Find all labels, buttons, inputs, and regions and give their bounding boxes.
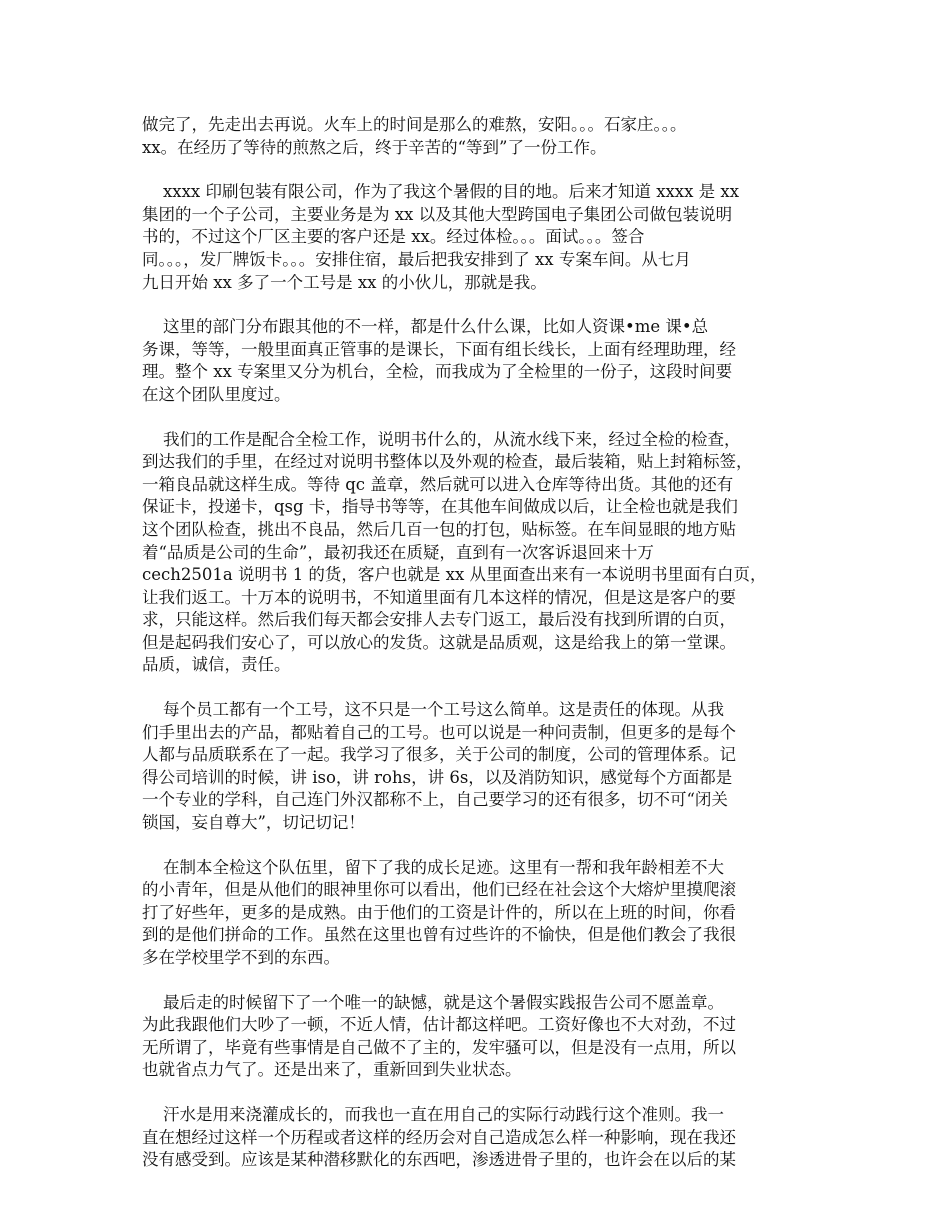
- paragraph: [142, 429, 814, 678]
- text-line: 到的是他们拼命的工作。虽然在这里也曾有过些许的不愉快，但是他们教会了我很: [142, 925, 736, 945]
- text-line: 理。整个 xx 专案里又分为机台，全检，而我成为了全检里的一份子，这段时间要: [142, 362, 733, 382]
- text-line: 得公司培训的时候，讲 iso，讲 rohs，讲 6s，以及消防知识，感觉每个方面都是: [142, 767, 733, 787]
- text-line: xx。在经历了等待的煎熬之后，终于辛苦的“等到”了一份工作。: [142, 137, 607, 157]
- text-line: 着“品质是公司的生命”，最初我还在质疑，直到有一次客诉退回来十万: [142, 542, 654, 562]
- text-line: 一个专业的学科，自己连门外汉都称不上，自己要学习的还有很多，切不可“闭关: [142, 790, 728, 810]
- text-line: 一箱良品就这样生成。等待 qc 盖章，然后就可以进入仓库等待出货。其他的还有: [142, 474, 734, 494]
- text-line: 到达我们的手里，在经过对说明书整体以及外观的检查，最后装箱，贴上封箱标签，: [142, 452, 753, 472]
- text-line: 直在想经过这样一个历程或者这样的经历会对自己造成怎么样一种影响，现在我还: [142, 1127, 736, 1147]
- paragraph: [142, 316, 814, 406]
- text-line: 无所谓了，毕竟有些事情是自己做不了主的，发牢骚可以，但是没有一点用，所以: [142, 1037, 736, 1057]
- text-line: 这个团队检查，挑出不良品，然后几百一包的打包，贴标签。在车间显眼的地方贴: [142, 519, 736, 539]
- text-line: 人都与品质联系在了一起。我学习了很多，关于公司的制度，公司的管理体系。记: [142, 745, 736, 765]
- text-line: 但是起码我们安心了，可以放心的发货。这就是品质观，这是给我上的第一堂课。: [142, 632, 736, 652]
- text-line: 书的，不过这个厂区主要的客户还是 xx。经过体检。。。面试。。。签合: [142, 227, 645, 247]
- paragraph: [142, 1104, 814, 1172]
- text-line: 我们的工作是配合全检工作，说明书什么的，从流水线下来，经过全检的检查，: [142, 429, 741, 449]
- text-line: 打了好些年，更多的是成熟。由于他们的工资是计件的，所以在上班的时间，你看: [142, 902, 736, 922]
- text-line: 务课，等等，一般里面真正管事的是课长，下面有组长线长，上面有经理助理，经: [142, 339, 736, 359]
- text-line: 做完了，先走出去再说。火车上的时间是那么的难熬，安阳。。。石家庄。。。: [142, 115, 687, 134]
- text-line: 保证卡，投递卡，qsg 卡，指导书等等，在其他车间做成以后，让全检也就是我们: [142, 497, 738, 517]
- text-line: 们手里出去的产品，都贴着自己的工号。也可以说是一种问责制，但更多的是每个: [142, 722, 736, 742]
- text-line: 求，只能这样。然后我们每天都会安排人去专门返工，最后没有找到所谓的白页，: [142, 610, 736, 630]
- text-line: 没有感受到。应该是某种潜移默化的东西吧，渗透进骨子里的，也许会在以后的某: [142, 1150, 736, 1170]
- text-line: 在这个团队里度过。: [142, 384, 291, 404]
- text-line: cech2501a 说明书 1 的货，客户也就是 xx 从里面查出来有一本说明书里面有白页，: [142, 565, 767, 585]
- text-line: 在制本全检这个队伍里，留下了我的成长足迹。这里有一帮和我年龄相差不大: [142, 857, 724, 877]
- text-line: 这里的部门分布跟其他的不一样，都是什么什么课，比如人资课•me 课•总: [142, 317, 709, 337]
- text-line: 同。。。，发厂牌饭卡。。。安排住宿，最后把我安排到了 xx 专案车间。从七月: [142, 249, 691, 269]
- text-line: 品质，诚信，责任。: [142, 655, 291, 675]
- paragraph: [142, 857, 814, 970]
- text-line: 让我们返工。十万本的说明书，不知道里面有几本这样的情况，但是这是客户的要: [142, 587, 736, 607]
- text-line: 最后走的时候留下了一个唯一的缺憾，就是这个暑假实践报告公司不愿盖章。: [142, 992, 724, 1012]
- text-line: 也就省点力气了。还是出来了，重新回到失业状态。: [142, 1060, 522, 1080]
- text-line: 每个员工都有一个工号，这不只是一个工号这么简单。这是责任的体现。从我: [142, 700, 724, 720]
- document-body: [142, 114, 814, 1172]
- text-line: 的小青年，但是从他们的眼神里你可以看出，他们已经在社会这个大熔炉里摸爬滚: [142, 880, 736, 900]
- paragraph: [142, 181, 814, 294]
- text-line: 锁国，妄自尊大”，切记切记！: [142, 813, 365, 833]
- text-line: 汗水是用来浇灌成长的，而我也一直在用自己的实际行动践行这个准则。我一: [142, 1104, 724, 1124]
- paragraph: [142, 699, 814, 835]
- text-line: 多在学校里学不到的东西。: [142, 948, 340, 967]
- text-line: 为此我跟他们大吵了一顿，不近人情，估计都这样吧。工资好像也不大对劲，不过: [142, 1015, 736, 1035]
- text-line: xxxx 印刷包装有限公司，作为了我这个暑假的目的地。后来才知道 xxxx 是 xx: [142, 182, 740, 202]
- paragraph: [142, 992, 814, 1082]
- text-line: 九日开始 xx 多了一个工号是 xx 的小伙儿，那就是我。: [142, 272, 547, 292]
- text-line: 集团的一个子公司，主要业务是为 xx 以及其他大型跨国电子集团公司做包装说明: [142, 204, 733, 224]
- paragraph: [142, 114, 814, 159]
